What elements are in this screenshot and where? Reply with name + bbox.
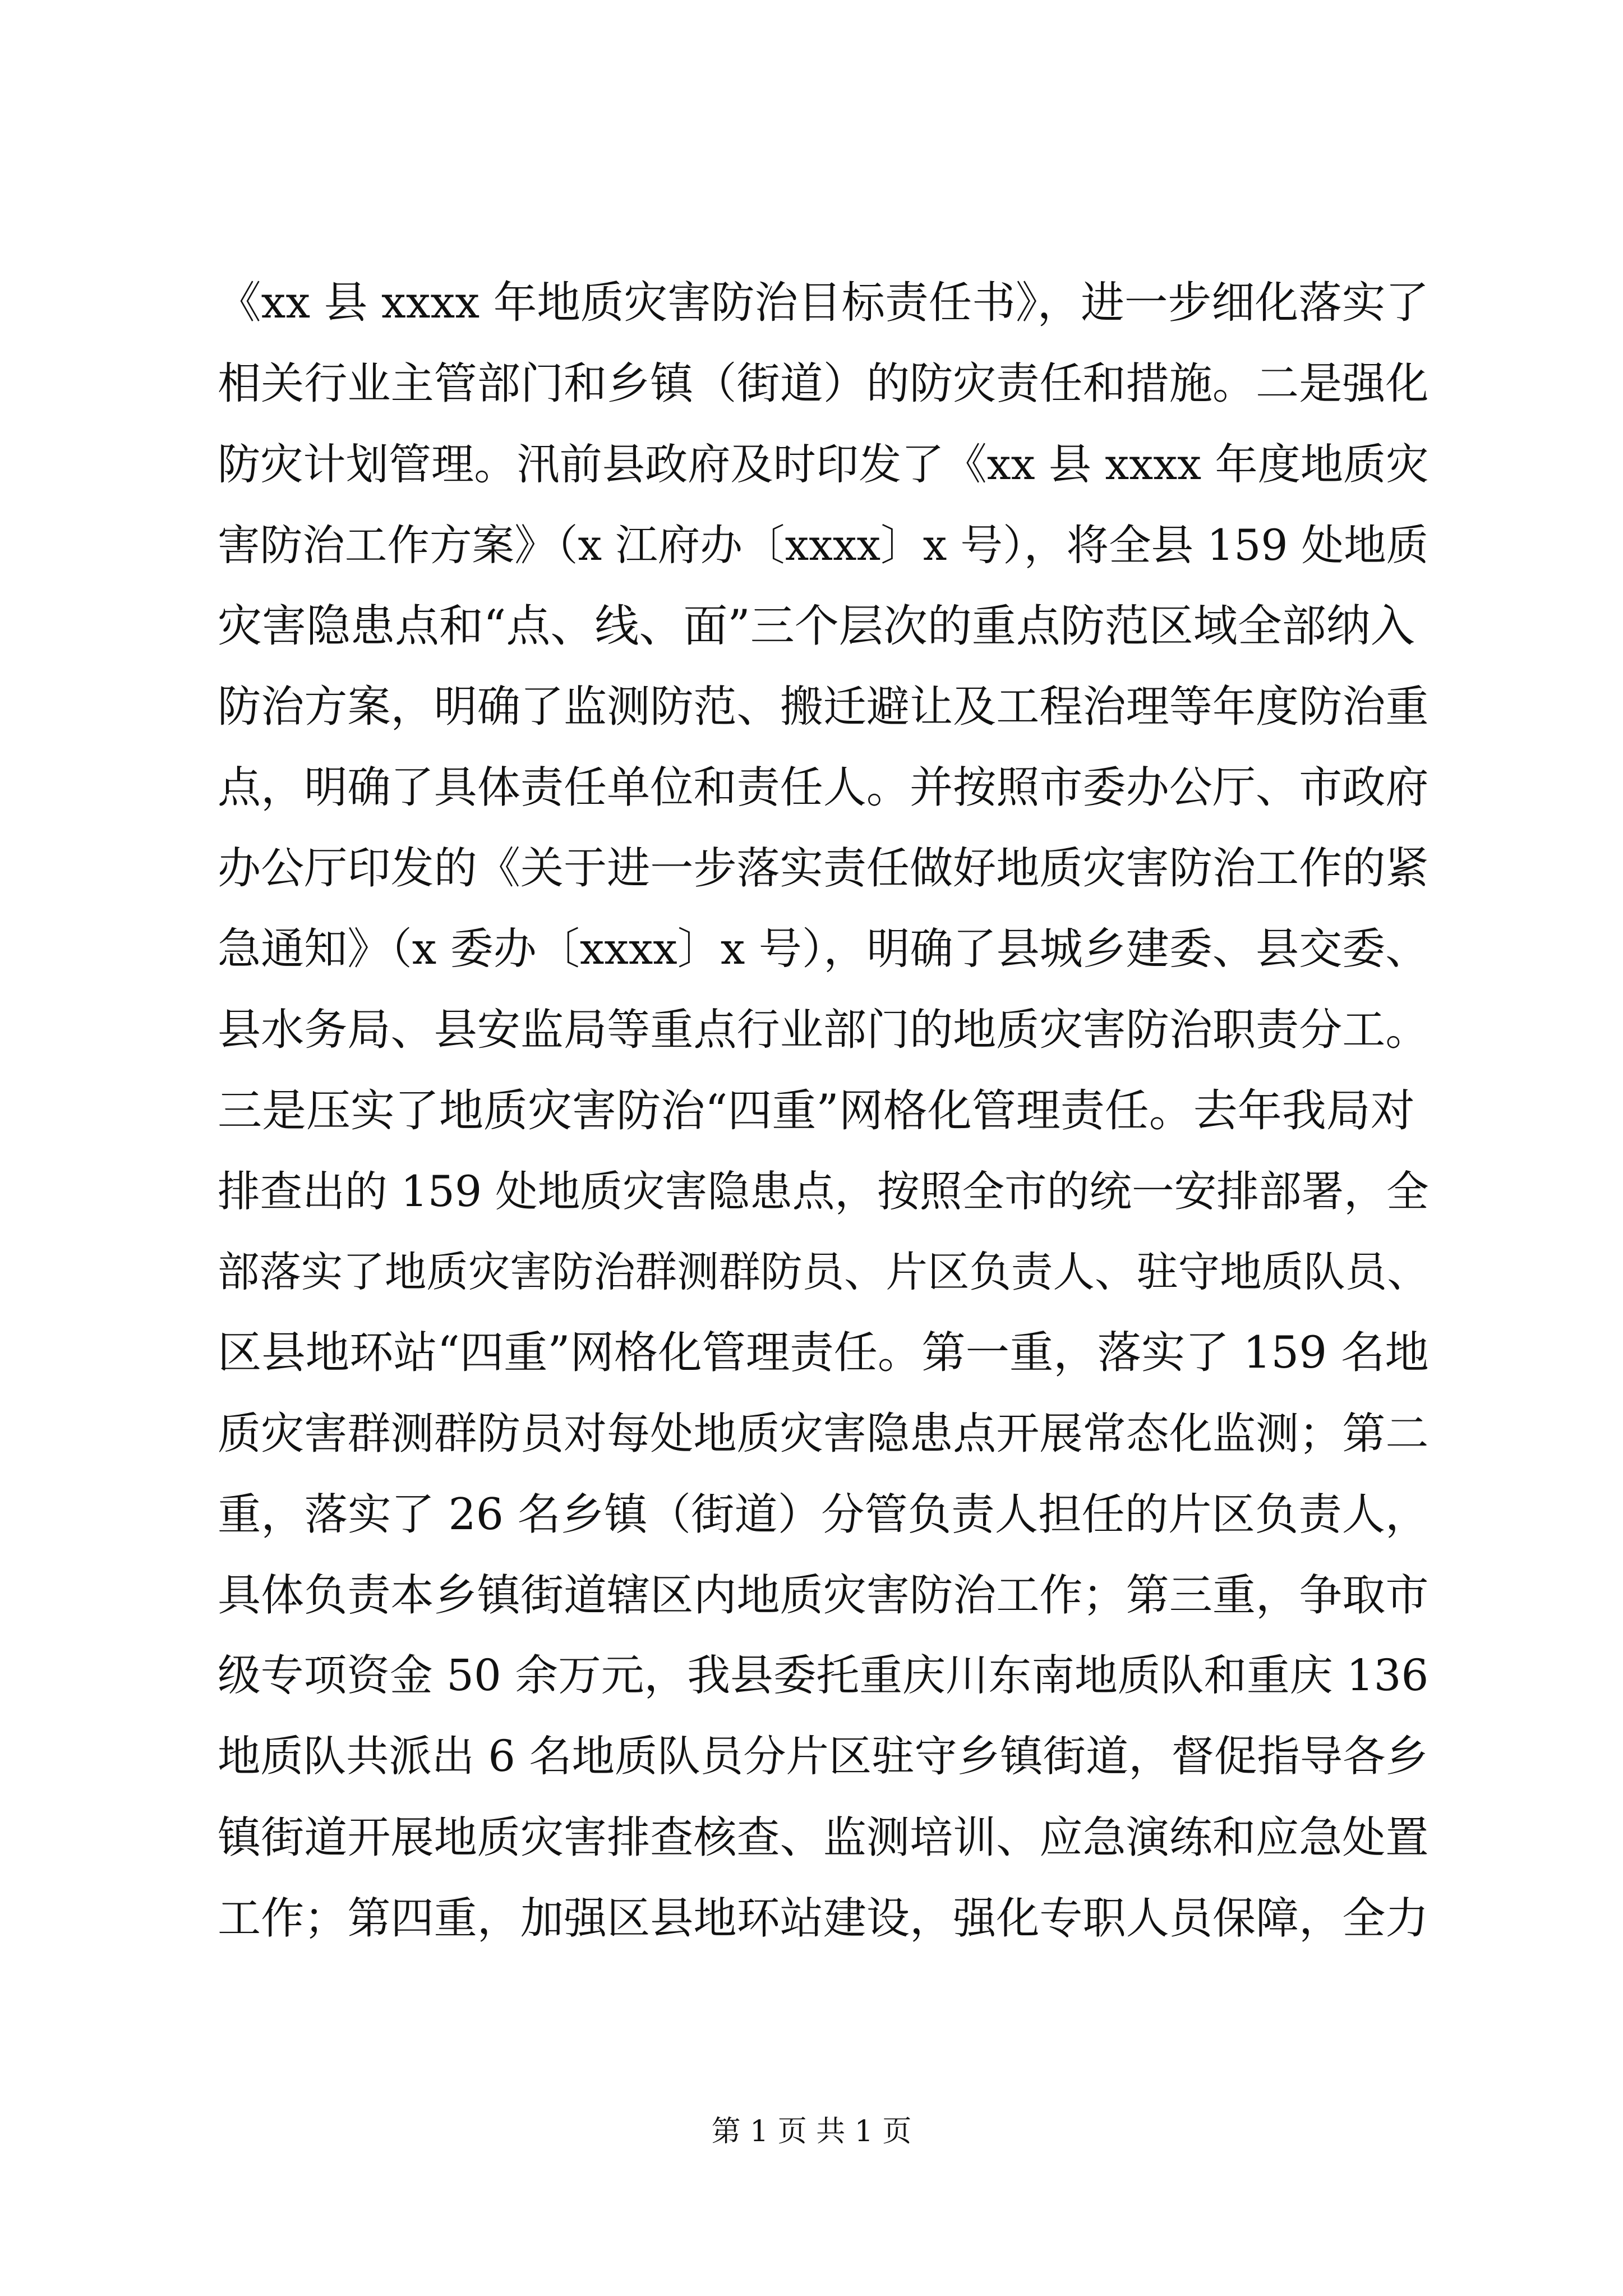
text-line-5: 灾害隐患点和“点、线、面”三个层次的重点防范区域全部纳入	[218, 600, 1415, 652]
text-line-18: 级专项资金 50 余万元，我县委托重庆川东南地质队和重庆 136	[218, 1651, 1429, 1701]
text-line-16: 重，落实了 26 名乡镇（街道）分管负责人担任的片区负责人，	[218, 1489, 1429, 1540]
text-line-15: 质灾害群测群防员对每处地质灾害隐患点开展常态化监测；第二	[218, 1409, 1429, 1459]
text-line-11: 三是压实了地质灾害防治“四重”网格化管理责任。去年我局对	[218, 1085, 1415, 1137]
text-line-4: 害防治工作方案》（x 江府办〔xxxx〕x 号），将全县 159 处地质	[218, 521, 1429, 570]
text-line-10: 县水务局、县安监局等重点行业部门的地质灾害防治职责分工。	[218, 1005, 1429, 1055]
body-text	[218, 263, 1429, 1959]
text-line-2: 相关行业主管部门和乡镇（街道）的防灾责任和措施。二是强化	[218, 358, 1429, 409]
text-line-1: 《xx 县 xxxx 年地质灾害防治目标责任书》，进一步细化落实了	[218, 278, 1430, 328]
text-line-20: 镇街道开展地质灾害排查核查、监测培训、应急演练和应急处置	[218, 1812, 1429, 1863]
text-line-12: 排查出的 159 处地质灾害隐患点，按照全市的统一安排部署，全	[218, 1167, 1429, 1216]
text-line-3: 防灾计划管理。汛前县政府及时印发了《xx 县 xxxx 年度地质灾	[218, 439, 1429, 489]
text-line-7: 点，明确了具体责任单位和责任人。并按照市委办公厅、市政府	[218, 762, 1429, 813]
text-line-8: 办公厅印发的《关于进一步落实责任做好地质灾害防治工作的紧	[218, 843, 1429, 894]
text-line-6: 防治方案，明确了监测防范、搬迁避让及工程治理等年度防治重	[218, 682, 1429, 732]
page-number-footer: 第 1 页 共 1 页	[711, 2115, 912, 2148]
text-line-21: 工作；第四重，加强区县地环站建设，强化专职人员保障，全力	[218, 1893, 1429, 1944]
text-line-14: 区县地环站“四重”网格化管理责任。第一重，落实了 159 名地	[218, 1327, 1429, 1378]
text-line-13: 部落实了地质灾害防治群测群防员、片区负责人、驻守地质队员、	[218, 1248, 1429, 1296]
text-line-9: 急通知》（x 委办〔xxxx〕x 号），明确了县城乡建委、县交委、	[218, 924, 1429, 974]
text-line-19: 地质队共派出 6 名地质队员分片区驻守乡镇街道，督促指导各乡	[218, 1732, 1428, 1782]
text-line-17: 具体负责本乡镇街道辖区内地质灾害防治工作；第三重，争取市	[218, 1570, 1429, 1621]
